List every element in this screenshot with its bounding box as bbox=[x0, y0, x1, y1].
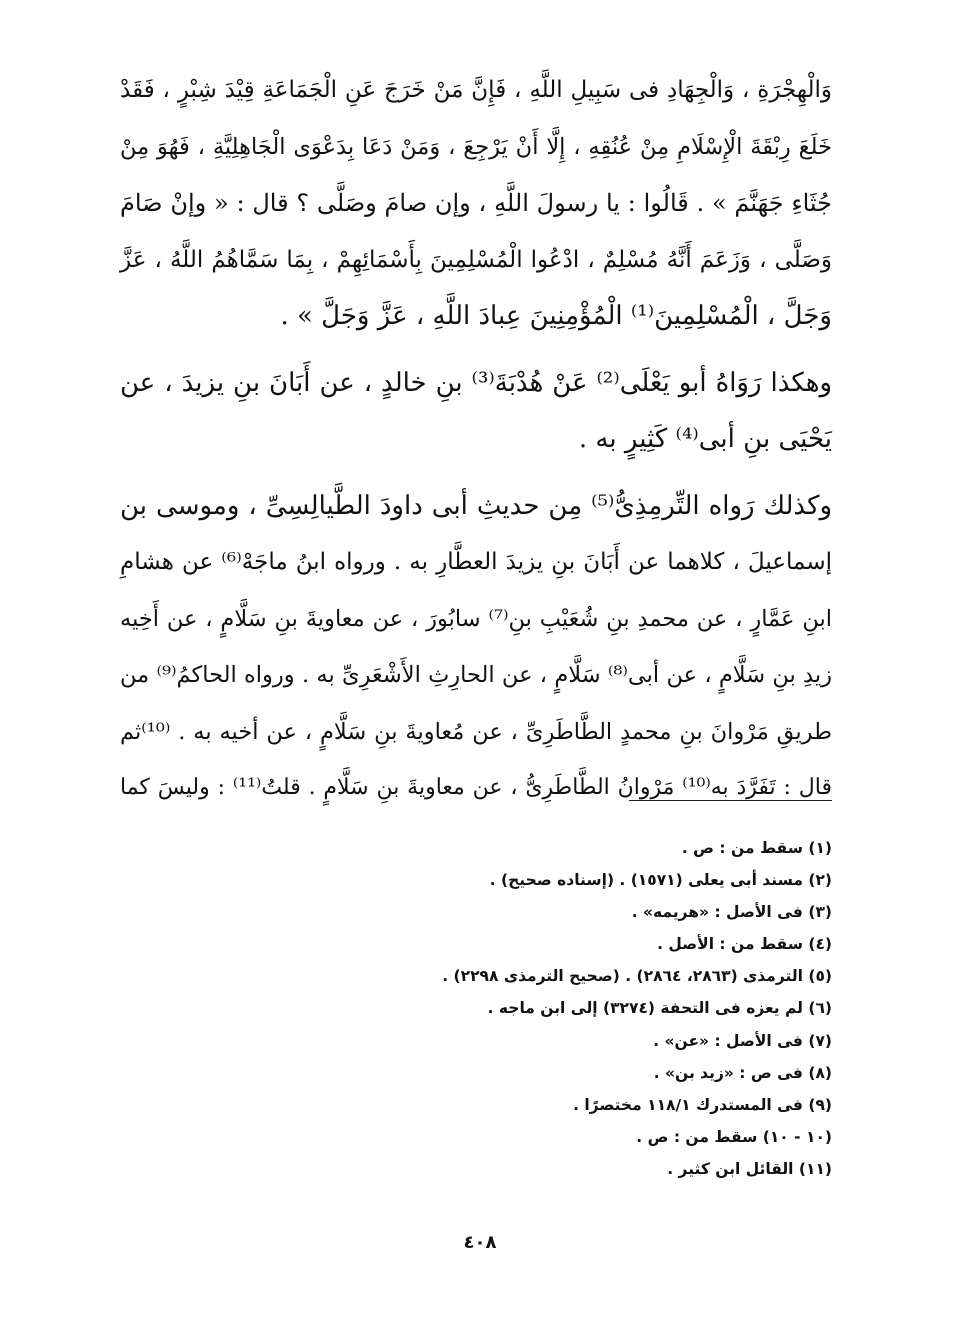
paragraph-hadith-text bbox=[120, 62, 832, 345]
text-line: وكذلك رَواه التِّرمِذِىُّ⁽⁵⁾ مِن حديثِ أبى داودَ الطَّيالِسِىِّ ، وموسى بن bbox=[120, 490, 832, 521]
footnote: (٥) الترمذى (٢٨٦٣، ٢٨٦٤) . (صحيح الترمذى ٢٢٩٨) . bbox=[442, 967, 832, 986]
paragraph-tirmidhi bbox=[120, 478, 832, 817]
text-line: زيدِ بنِ سَلَّامٍ ، عن أبى⁽⁸⁾ سَلَّامٍ ، عن الحارِثِ الأَشْعَرِىِّ به . ورواه الحاكمُ⁽⁹⁾ من bbox=[120, 662, 832, 688]
footnote: (١) سقط من : ص . bbox=[681, 839, 832, 857]
footnote: (٩) فى المستدرك ١١٨/١ مختصرًا . bbox=[573, 1095, 832, 1114]
paragraph-abu-yala bbox=[120, 355, 832, 468]
page-number: ٤٠٨ bbox=[463, 1232, 497, 1253]
text-line: ابنِ عَمَّارٍ ، عن محمدِ بنِ شُعَيْبِ بنِ⁽⁷⁾ سابُورَ ، عن معاويةَ بنِ سَلَّامٍ ، عن أَخِيه bbox=[120, 605, 832, 632]
footnote: (١١) القائل ابن كثير . bbox=[667, 1159, 832, 1178]
footnote: (٦) لم يعزه فى التحفة (٣٢٧٤) إلى ابن ماجه . bbox=[487, 999, 832, 1018]
text-line: إسماعيلَ ، كلاهما عن أَبَانَ بنِ يزيدَ العطَّارِ به . ورواه ابنُ ماجَهْ⁽⁶⁾ عن هشامِ bbox=[120, 549, 832, 575]
text-line: جُثَاءِ جَهَنَّمَ » . قَالُوا : يا رسولَ اللَّهِ ، وإن صامَ وصَلَّى ؟ قال : « وإنْ صَامَ bbox=[120, 189, 832, 217]
text-line: طريقِ مَرْوانَ بنِ محمدٍ الطَّاطَرِىِّ ، عن مُعاويةَ بنِ سَلَّامٍ ، عن أخيه به . ⁽¹⁰⁾ثم bbox=[120, 718, 832, 745]
text-line: يَحْيَى بنِ أبى⁽⁴⁾ كَثِيرٍ به . bbox=[578, 424, 832, 454]
footnote: (٢) مسند أبى يعلى (١٥٧١) . (إسناده صحيح) . bbox=[489, 871, 832, 890]
text-line: خَلَعَ رِبْقَةَ الْإِسْلَامِ مِنْ عُنُقِهِ ، إِلَّا أَنْ يَرْجِعَ ، وَمَنْ دَعَا بِدَعْوَى الْجَاهِلِيَّةِ ، فَهُوَ مِنْ bbox=[120, 133, 832, 160]
footnote: (٧) فى الأصل : «عن» . bbox=[653, 1031, 832, 1050]
text-line: وَصَلَّى ، وَزَعَمَ أَنَّهُ مُسْلِمٌ ، ادْعُوا الْمُسْلِمِينَ بِأَسْمَائِهِمْ ، بِمَا سَمَّاهُمُ اللَّهُ ، عَزَّ bbox=[120, 246, 832, 273]
footnote: (١٠ - ١٠) سقط من : ص . bbox=[636, 1127, 832, 1146]
footnote: (٣) فى الأصل : «هريمه» . bbox=[631, 903, 832, 922]
text-line: وَالْهِجْرَةِ ، وَالْجِهَادِ فى سَبِيلِ اللَّهِ ، فَإِنَّ مَنْ خَرَجَ عَنِ الْجَمَاعَةِ قِيْدَ شِبْرٍ ، فَقَدْ bbox=[120, 77, 832, 103]
footnote-separator bbox=[629, 800, 832, 801]
main-text bbox=[120, 62, 832, 817]
text-line: قال : تَفَرَّدَ به⁽¹⁰⁾ مَرْوانُ الطَّاطَرِىُّ ، عن معاويةَ بنِ سَلَّامٍ . قلتُ⁽¹¹⁾ : وليسَ كما bbox=[120, 775, 832, 800]
text-line: وَجَلَّ ، الْمُسْلِمِينَ⁽¹⁾ الْمُؤْمِنِينَ عِبادَ اللَّهِ ، عَزَّ وَجَلَّ » . bbox=[280, 301, 832, 331]
footnote: (٤) سقط من : الأصل . bbox=[657, 935, 832, 954]
footnotes bbox=[312, 832, 832, 1185]
text-line: وهكذا رَوَاهُ أبو يَعْلَى⁽²⁾ عَنْ هُدْبَةَ⁽³⁾ بنِ خالدٍ ، عن أَبَانَ بنِ يزيدَ ، عن bbox=[120, 367, 832, 398]
footnote: (٨) فى ص : «زيد بن» . bbox=[653, 1063, 832, 1082]
